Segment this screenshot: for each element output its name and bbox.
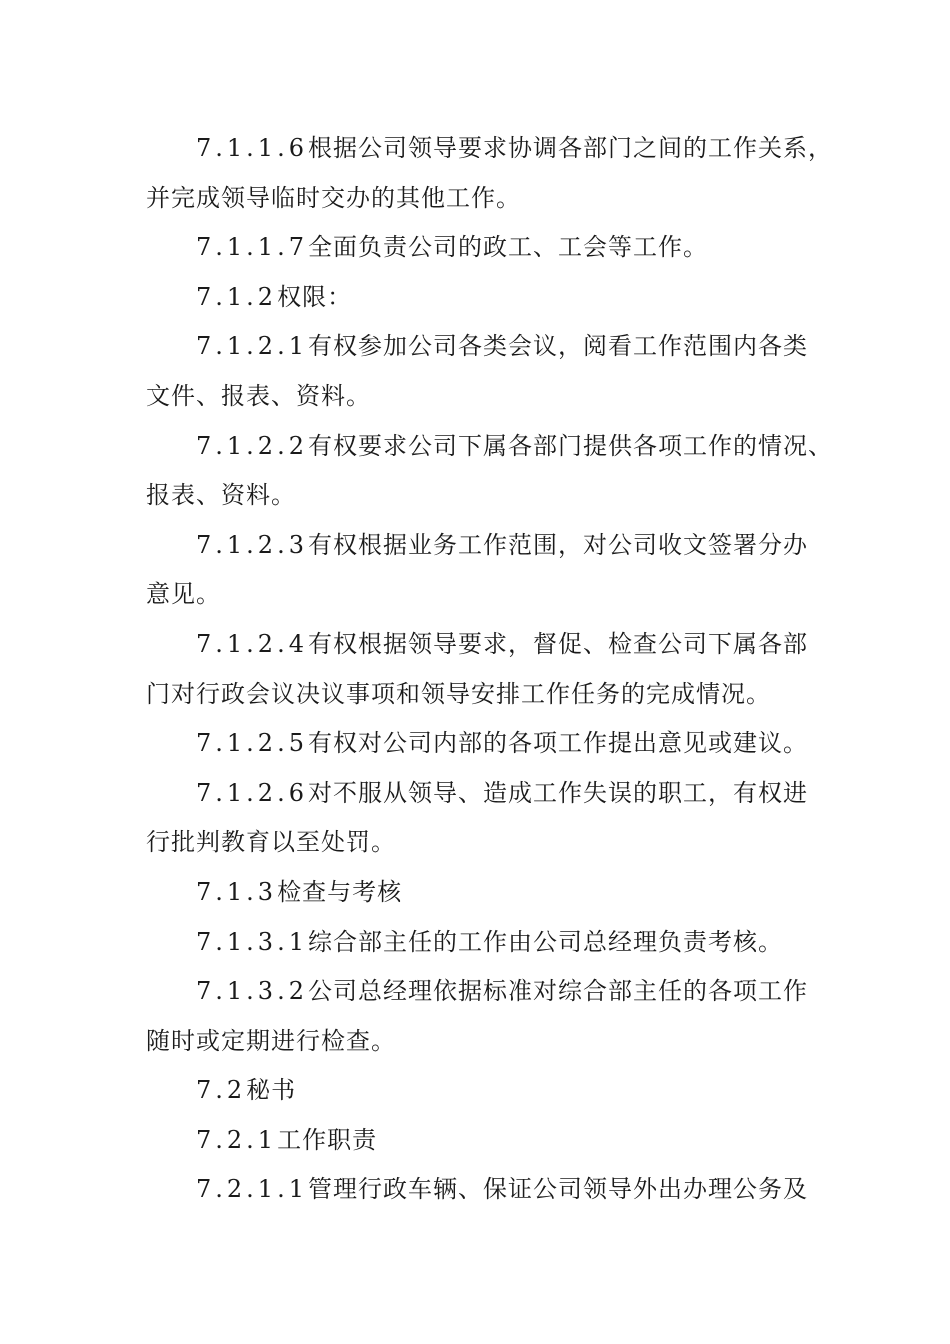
- clause-number: 7.1.2: [196, 282, 278, 311]
- line-text: 有权根据领导要求，督促、检查公司下属各部: [307, 629, 808, 658]
- line-text: 门对行政会议决议事项和领导安排工作任务的完成情况。: [146, 679, 771, 708]
- paragraph-line: [146, 1017, 826, 1067]
- paragraph-line: [146, 174, 826, 224]
- line-text: 管理行政车辆、保证公司领导外出办理公务及: [307, 1175, 808, 1204]
- paragraph-line: [146, 620, 826, 670]
- line-text: 对不服从领导、造成工作失误的职工，有权进: [307, 778, 808, 807]
- clause-number: 7.2.1.1: [196, 1175, 308, 1204]
- clause-number: 7.1.2.4: [196, 629, 308, 658]
- paragraph-line: [146, 124, 833, 174]
- clause-number: 7.1.2.5: [196, 729, 308, 758]
- clause-number: 7.1.1.6: [196, 134, 308, 162]
- clause-number: 7.1.1.7: [196, 233, 308, 262]
- line-text: 根据公司领导要求协调各部门之间的工作关系，: [307, 134, 833, 162]
- line-text: 随时或定期进行检查。: [146, 1026, 396, 1055]
- clause-number: 7.1.3.1: [196, 927, 308, 956]
- section-heading: [146, 273, 826, 323]
- paragraph-line: [146, 1165, 826, 1215]
- paragraph-line: [146, 670, 826, 720]
- line-text: 有权根据业务工作范围，对公司收文签署分办: [307, 530, 808, 559]
- line-text: 检查与考核: [277, 877, 403, 906]
- paragraph-line: [146, 372, 826, 422]
- line-text: 并完成领导临时交办的其他工作。: [146, 183, 521, 212]
- clause-number: 7.1.2.6: [196, 778, 308, 807]
- line-text: 有权对公司内部的各项工作提出意见或建议。: [307, 729, 808, 758]
- clause-number: 7.2: [196, 1076, 247, 1105]
- paragraph-line: [146, 471, 826, 521]
- clause-number: 7.1.3.2: [196, 977, 308, 1006]
- paragraph-line: [146, 818, 826, 868]
- line-text: 意见。: [146, 580, 221, 609]
- document-body: [146, 124, 833, 1215]
- paragraph-line: [146, 918, 826, 968]
- line-text: 秘书: [246, 1076, 297, 1105]
- clause-number: 7.2.1: [196, 1125, 278, 1154]
- paragraph-line: [146, 521, 826, 571]
- paragraph-line: [146, 769, 826, 819]
- paragraph-line: [146, 322, 826, 372]
- clause-number: 7.1.3: [196, 877, 278, 906]
- line-text: 行批判教育以至处罚。: [146, 828, 396, 857]
- line-text: 工作职责: [277, 1125, 378, 1154]
- line-text: 有权要求公司下属各部门提供各项工作的情况、: [307, 431, 833, 460]
- section-heading: [146, 1066, 826, 1116]
- line-text: 公司总经理依据标准对综合部主任的各项工作: [307, 977, 808, 1006]
- paragraph-line: [146, 422, 833, 472]
- line-text: 报表、资料。: [146, 481, 296, 510]
- clause-number: 7.1.2.3: [196, 530, 308, 559]
- line-text: 文件、报表、资料。: [146, 381, 371, 410]
- paragraph-line: [146, 570, 826, 620]
- paragraph-line: [146, 719, 826, 769]
- paragraph-line: [146, 967, 826, 1017]
- line-text: 权限：: [277, 282, 353, 311]
- clause-number: 7.1.2.2: [196, 431, 308, 460]
- paragraph-line: [146, 223, 826, 273]
- clause-number: 7.1.2.1: [196, 332, 308, 361]
- line-text: 有权参加公司各类会议，阅看工作范围内各类: [307, 332, 808, 361]
- section-heading: [146, 868, 826, 918]
- line-text: 综合部主任的工作由公司总经理负责考核。: [307, 927, 783, 956]
- line-text: 全面负责公司的政工、工会等工作。: [307, 233, 708, 262]
- section-heading: [146, 1116, 826, 1166]
